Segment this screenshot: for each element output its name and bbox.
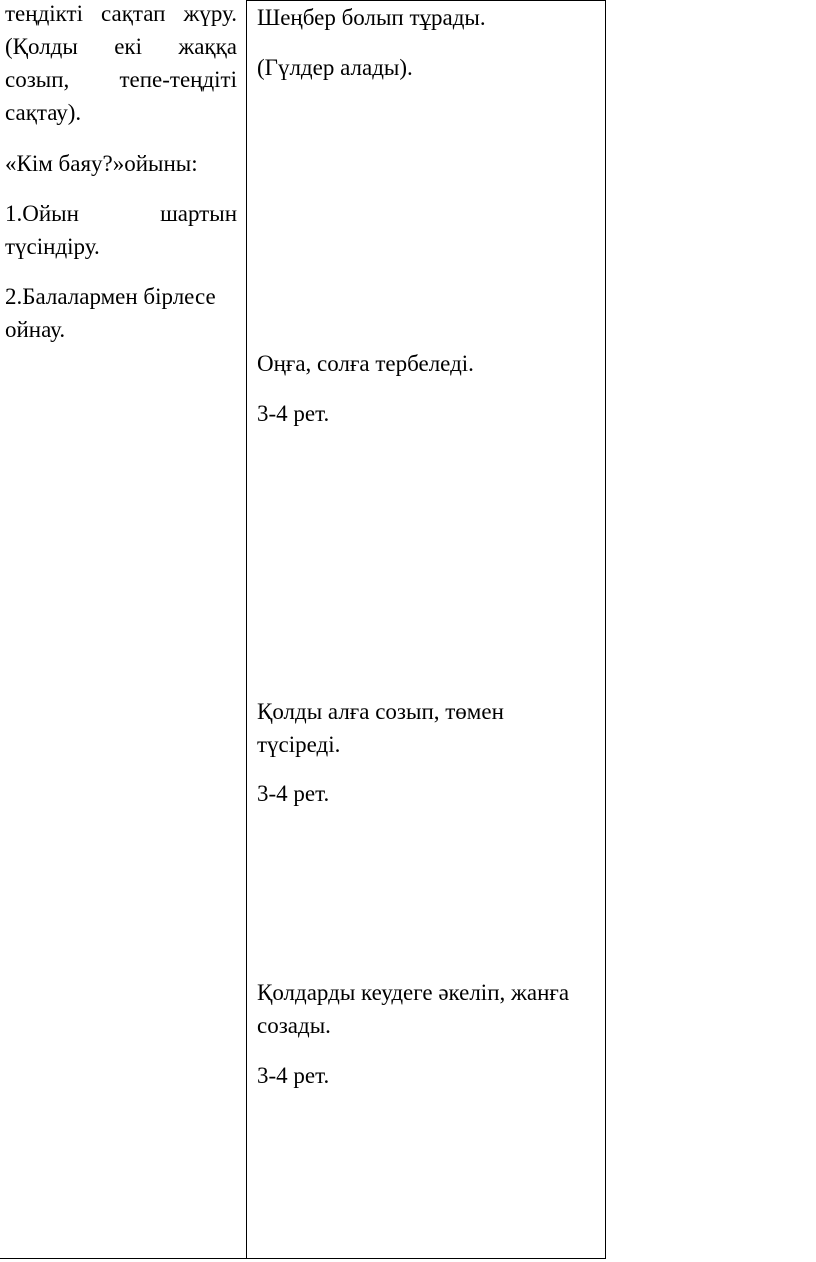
right-block-3-line-2: 3-4 рет. xyxy=(257,781,330,806)
right-block-2-line-2: 3-4 рет. xyxy=(257,401,330,426)
left-para-3-line-1: 1.Ойын шартын xyxy=(5,200,237,226)
left-para-1-line-4: сақтау). xyxy=(5,99,82,125)
right-column-cell xyxy=(247,1,606,1259)
right-block-3-line-1a: Қолды алға созып, төмен xyxy=(257,699,504,724)
table-row xyxy=(0,1,606,1259)
right-block-4-line-2: 3-4 рет. xyxy=(257,1063,330,1088)
right-block-4-line-1a: Қолдарды кеудеге әкеліп, жанға xyxy=(257,980,570,1005)
right-block-2-line-1: Оңға, солға тербеледі. xyxy=(257,351,474,376)
left-para-4 xyxy=(5,280,237,346)
left-para-1-line-1: теңдікті сақтап жүру. xyxy=(5,0,237,26)
left-para-1-line-2: (Қолды екі жаққа xyxy=(5,33,237,59)
left-para-4-line-2: ойнау. xyxy=(5,316,66,342)
left-para-1-line-3: созып, тепе-теңдіті xyxy=(5,66,237,92)
right-block-1-line-2: (Гүлдер алады). xyxy=(257,55,413,80)
left-para-3-line-2: түсіндіру. xyxy=(5,233,100,259)
right-block-3-line-1b: түсіреді. xyxy=(257,732,341,757)
right-block-4-line-1b: созады. xyxy=(257,1013,331,1038)
left-para-3 xyxy=(5,197,237,263)
left-para-4-line-1: 2.Балалармен бірлесе xyxy=(5,283,216,309)
left-para-2 xyxy=(5,147,237,180)
right-block-1-line-1: Шеңбер болып тұрады. xyxy=(257,5,486,30)
left-column-cell xyxy=(0,1,247,1259)
left-para-1 xyxy=(5,0,237,129)
left-para-2-text: «Кім баяу?»ойыны: xyxy=(5,150,198,176)
